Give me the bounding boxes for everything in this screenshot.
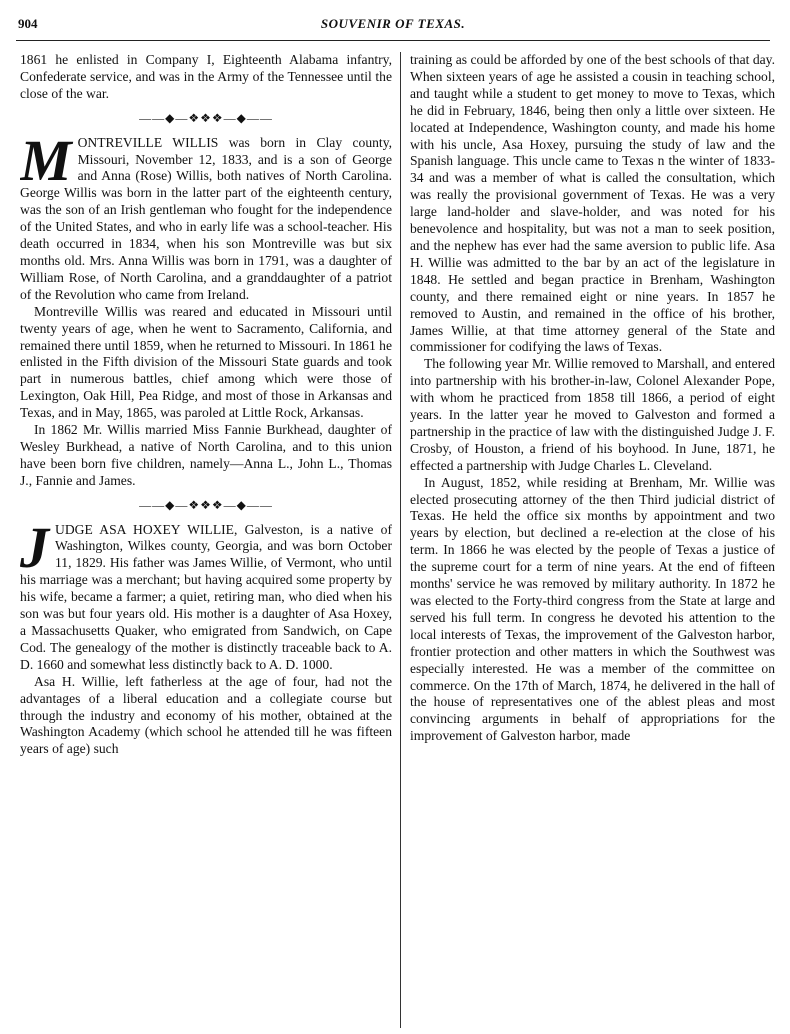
biography-paragraph: Asa H. Willie, left fatherless at the age of four, had not the advantages of a liberal education and a collegiate course but through the industry and economy of his mother, obtained at the Washington Academy (which school he attended till he was fifteen years of age) such [20,673,392,757]
biography-opening [20,127,392,304]
page-number: 904 [18,16,38,31]
biography-opening-text: UDGE ASA HOXEY WILLIE, Galveston, is a native of Washington, Wilkes county, Georgia, and was born October 11, 1829. His father was James Willie, of Vermont, who until his marriage was a merchant; but having acquired some property by his wife, became a farmer; a quiet, retiring man, who died when his son was but four years old. His mother is a daughter of Asa Hoxey, a Massachusetts Quaker, who emigrated from Sandwich, on Cape Cod. The genealogy of the mother is distinctly traceable back to A. D. 1660 and somewhat less distinctly back to A. D. 1000. [20,521,392,672]
biography-paragraph: The following year Mr. Willie removed to Marshall, and entered into partnership with his brother-in-law, Colonel Alexander Pope, with whom he practiced from 1858 till 1866, a period of eight years. In the latter year he moved to Galveston and formed a partnership in the practice of law with the distinguished Judge J. F. Crosby, of Houston, a friend of his boyhood. In June, 1871, he effected a partnership with Judge Charles L. Cleveland. [410,356,775,473]
page-header [16,12,770,41]
drop-cap-j: J [20,514,49,580]
biography-paragraph: In 1862 Mr. Willis married Miss Fannie Burkhead, daughter of Wesley Burkhead, a native of North Carolina, and to this union have been born five children, namely—Anna L., John L., Thomas J., Fannie and James. [20,422,392,488]
section-ornament: ——◆—❖❖❖—◆—— [139,497,273,512]
drop-cap-m: M [20,127,72,193]
biography-paragraph: training as could be afforded by one of the best schools of that day. When sixteen years of age he assisted a cousin in teaching school, and taught while a student to get money to move to Texas, which he did in February, 1846, being then only a little over sixteen. He located at Independence, Washington county, and made his home with his uncle, Asa Hoxey, pursuing the study of law and the Spanish language. This uncle came to Texas n the winter of 1833-34 and was a member of what is called the consultation, which was really the provisional government of Texas. He was a very large land-holder and slave-holder, and was noted for his benevolence and hospitality, but was not a man to seek position, and the nephew has ever had the same aversion to public life. Asa H. Willie was admitted to the bar by an act of the legislature in 1848. He settled and began practice in Brenham, Washington county, and there remained eight or nine years. In 1857 he removed to Austin, and remained in the office of his brother, James Willie, at that time attorney general of the State and commissioner for codifying the laws of Texas. [410,52,775,355]
left-column [20,52,392,1034]
right-column [410,52,775,1034]
biography-montreville-willis [20,127,392,490]
section-ornament: ——◆—❖❖❖—◆—— [139,110,273,125]
biography-paragraph: In August, 1852, while residing at Brenham, Mr. Willie was elected prosecuting attorney of the then Third judicial district of Texas. He held the office six months by appointment and two years by election, but declined a re-election at the close of his term. In 1866 he was elected by the people of Texas a justice of the supreme court for a term of nine years. At the end of fifteen months' service he was removed by military authority. In 1872 he was elected to the Forty-third congress from the State at large and served his full term. In congress he devoted his attention to the local interests of Texas, the improvement of the Galveston harbor, frontier protection and other matters in which the Southwest was especially interested. He was a member of the committee on commerce. On the 17th of March, 1874, he delivered in the hall of the house of representatives one of the ablest pleas and most convincing arguments in behalf of appropriations for the improvement of Galveston harbor, made [410,474,775,744]
biography-asa-hoxey-willie [20,514,392,759]
column-divider [400,52,401,1028]
biography-opening [20,514,392,674]
continued-paragraph: 1861 he enlisted in Company I, Eighteenth Alabama infantry, Confederate service, and was in the Army of the Tennessee until the close of the war. [20,52,392,101]
running-title: SOUVENIR OF TEXAS. [320,16,466,31]
biography-opening-text: ONTREVILLE WILLIS was born in Clay county, Missouri, November 12, 1833, and is a son of George and Anna (Rose) Willis, both natives of North Carolina. George Willis was born in the latter part of the eighteenth century, was the son of an Irish gentleman who fought for the independence of the United States, and who in early life was a school-teacher. His death occurred in 1834, when his son Montreville was but six months old. Mrs. Anna Willis was born in 1791, was a daughter of William Rose, of North Carolina, and a granddaughter of a patriot of the Revolution who came from Ireland. [20,134,392,302]
biography-paragraph: Montreville Willis was reared and educated in Missouri until twenty years of age, when he went to Sacramento, California, and remained there until 1859, when he returned to Missouri. In 1861 he enlisted in the Fifth division of the Missouri State guards and took part in numerous battles, chief among which were those of Lexington, Oak Hill, Pea Ridge, and most of those in Arkansas and Texas, and in May, 1865, was paroled at Little Rock, Arkansas. [20,303,392,421]
